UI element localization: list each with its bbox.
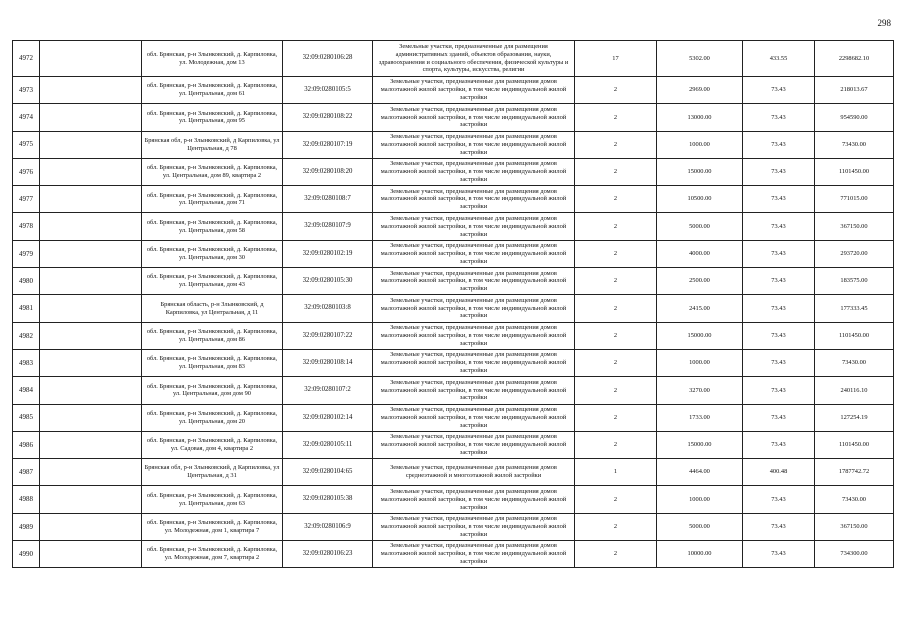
address-cell: обл. Брянская, р-н Злынковский, д. Карпиловка, ул. Центральная, дом 20 <box>142 404 283 431</box>
table-row <box>13 295 894 322</box>
land-use-cell: Земельные участки, предназначенные для размещения домов малоэтажной жилой застройки, в том числе индивидуальной жилой застройки <box>373 158 575 185</box>
table-row <box>13 158 894 185</box>
area-cell: 5000.00 <box>657 213 743 240</box>
empty-cell <box>40 322 142 349</box>
cadastral-number-cell: 32:09:0280107:2 <box>283 377 373 404</box>
table-row <box>13 240 894 267</box>
group-cell: 2 <box>575 295 657 322</box>
group-cell: 2 <box>575 404 657 431</box>
cadastral-value-cell: 367150.00 <box>815 513 894 540</box>
cadastral-value-table <box>12 40 894 568</box>
cadastral-value-cell: 218013.67 <box>815 77 894 104</box>
empty-cell <box>40 377 142 404</box>
address-cell: обл. Брянская, р-н Злынковский, д. Карпиловка, ул. Садовая, дом 4, квартира 2 <box>142 431 283 458</box>
table-row <box>13 131 894 158</box>
rate-cell: 73.43 <box>743 240 815 267</box>
row-number-cell: 4989 <box>13 513 40 540</box>
group-cell: 2 <box>575 158 657 185</box>
table-row <box>13 104 894 131</box>
rate-cell: 73.43 <box>743 513 815 540</box>
row-number-cell: 4988 <box>13 486 40 513</box>
rate-cell: 73.43 <box>743 104 815 131</box>
cadastral-number-cell: 32:09:0280104:65 <box>283 459 373 486</box>
land-use-cell: Земельные участки, предназначенные для размещения домов малоэтажной жилой застройки, в том числе индивидуальной жилой застройки <box>373 404 575 431</box>
area-cell: 15000.00 <box>657 158 743 185</box>
empty-cell <box>40 295 142 322</box>
cadastral-number-cell: 32:09:0280107:22 <box>283 322 373 349</box>
cadastral-number-cell: 32:09:0280105:11 <box>283 431 373 458</box>
row-number-cell: 4981 <box>13 295 40 322</box>
land-use-cell: Земельные участки, предназначенные для размещения домов малоэтажной жилой застройки, в том числе индивидуальной жилой застройки <box>373 240 575 267</box>
empty-cell <box>40 131 142 158</box>
cadastral-value-cell: 177333.45 <box>815 295 894 322</box>
table-row <box>13 541 894 568</box>
area-cell: 2969.00 <box>657 77 743 104</box>
row-number-cell: 4980 <box>13 268 40 295</box>
address-cell: обл. Брянская, р-н Злынковский, д. Карпиловка, ул. Молодежная, дом 1, квартира 7 <box>142 513 283 540</box>
table-row <box>13 268 894 295</box>
row-number-cell: 4973 <box>13 77 40 104</box>
empty-cell <box>40 486 142 513</box>
row-number-cell: 4982 <box>13 322 40 349</box>
empty-cell <box>40 41 142 77</box>
address-cell: обл. Брянская, р-н Злынковский, д. Карпиловка, ул. Центральная, дом 83 <box>142 349 283 376</box>
cadastral-value-cell: 73430.00 <box>815 349 894 376</box>
rate-cell: 73.43 <box>743 404 815 431</box>
rate-cell: 73.43 <box>743 268 815 295</box>
group-cell: 2 <box>575 541 657 568</box>
cadastral-number-cell: 32:09:0280108:22 <box>283 104 373 131</box>
group-cell: 2 <box>575 186 657 213</box>
row-number-cell: 4985 <box>13 404 40 431</box>
cadastral-number-cell: 32:09:0280108:14 <box>283 349 373 376</box>
empty-cell <box>40 213 142 240</box>
rate-cell: 73.43 <box>743 349 815 376</box>
land-use-cell: Земельные участки, предназначенные для размещения домов малоэтажной жилой застройки, в том числе индивидуальной жилой застройки <box>373 349 575 376</box>
area-cell: 10000.00 <box>657 541 743 568</box>
address-cell: обл. Брянская, р-н Злынковский, д. Карпиловка, ул. Молодежная, дом 7, квартира 2 <box>142 541 283 568</box>
empty-cell <box>40 77 142 104</box>
address-cell: обл. Брянская, р-н Злынковский, д. Карпиловка, ул. Центральная, дом 89, квартира 2 <box>142 158 283 185</box>
land-use-cell: Земельные участки, предназначенные для размещения домов малоэтажной жилой застройки, в том числе индивидуальной жилой застройки <box>373 77 575 104</box>
row-number-cell: 4986 <box>13 431 40 458</box>
group-cell: 2 <box>575 377 657 404</box>
cadastral-value-cell: 1101450.00 <box>815 322 894 349</box>
row-number-cell: 4974 <box>13 104 40 131</box>
cadastral-number-cell: 32:09:0280105:5 <box>283 77 373 104</box>
cadastral-number-cell: 32:09:0280105:30 <box>283 268 373 295</box>
cadastral-number-cell: 32:09:0280108:7 <box>283 186 373 213</box>
page-number: 298 <box>877 18 891 28</box>
table-body <box>13 41 894 568</box>
group-cell: 1 <box>575 459 657 486</box>
table-row <box>13 404 894 431</box>
rate-cell: 400.48 <box>743 459 815 486</box>
table-row <box>13 513 894 540</box>
cadastral-number-cell: 32:09:0280108:20 <box>283 158 373 185</box>
cadastral-number-cell: 32:09:0280106:28 <box>283 41 373 77</box>
area-cell: 2500.00 <box>657 268 743 295</box>
table-row <box>13 431 894 458</box>
rate-cell: 73.43 <box>743 131 815 158</box>
area-cell: 5000.00 <box>657 513 743 540</box>
row-number-cell: 4977 <box>13 186 40 213</box>
rate-cell: 73.43 <box>743 295 815 322</box>
area-cell: 5302.00 <box>657 41 743 77</box>
land-use-cell: Земельные участки, предназначенные для размещения домов малоэтажной жилой застройки, в том числе индивидуальной жилой застройки <box>373 486 575 513</box>
empty-cell <box>40 349 142 376</box>
row-number-cell: 4978 <box>13 213 40 240</box>
group-cell: 2 <box>575 513 657 540</box>
address-cell: обл. Брянская, р-н Злынковский, д. Карпиловка, ул. Центральная, дом 61 <box>142 77 283 104</box>
row-number-cell: 4984 <box>13 377 40 404</box>
land-use-cell: Земельные участки, предназначенные для размещения домов малоэтажной жилой застройки, в том числе индивидуальной жилой застройки <box>373 513 575 540</box>
cadastral-value-cell: 1101450.00 <box>815 431 894 458</box>
rate-cell: 73.43 <box>743 431 815 458</box>
group-cell: 2 <box>575 431 657 458</box>
table-row <box>13 186 894 213</box>
area-cell: 10500.00 <box>657 186 743 213</box>
cadastral-value-cell: 771015.00 <box>815 186 894 213</box>
cadastral-value-cell: 127254.19 <box>815 404 894 431</box>
cadastral-value-cell: 1787742.72 <box>815 459 894 486</box>
cadastral-value-cell: 73430.00 <box>815 131 894 158</box>
address-cell: Брянская обл, р-н Злынковский, д Карпиловка, ул Центральная, д 31 <box>142 459 283 486</box>
area-cell: 4464.00 <box>657 459 743 486</box>
land-use-cell: Земельные участки, предназначенные для размещения домов малоэтажной жилой застройки, в том числе индивидуальной жилой застройки <box>373 131 575 158</box>
area-cell: 4000.00 <box>657 240 743 267</box>
empty-cell <box>40 513 142 540</box>
address-cell: Брянская обл, р-н Злынковский, д Карпиловка, ул Центральная, д 78 <box>142 131 283 158</box>
rate-cell: 73.43 <box>743 377 815 404</box>
cadastral-value-cell: 954590.00 <box>815 104 894 131</box>
table-row <box>13 41 894 77</box>
cadastral-value-cell: 73430.00 <box>815 486 894 513</box>
address-cell: обл. Брянская, р-н Злынковский, д. Карпиловка, ул. Центральная, дом 30 <box>142 240 283 267</box>
cadastral-number-cell: 32:09:0280103:8 <box>283 295 373 322</box>
cadastral-number-cell: 32:09:0280105:38 <box>283 486 373 513</box>
table-row <box>13 77 894 104</box>
land-use-cell: Земельные участки, предназначенные для размещения домов малоэтажной жилой застройки, в том числе индивидуальной жилой застройки <box>373 295 575 322</box>
area-cell: 15000.00 <box>657 322 743 349</box>
land-use-cell: Земельные участки, предназначенные для размещения домов малоэтажной жилой застройки, в том числе индивидуальной жилой застройки <box>373 268 575 295</box>
land-use-cell: Земельные участки, предназначенные для размещения домов малоэтажной жилой застройки, в том числе индивидуальной жилой застройки <box>373 377 575 404</box>
table-row <box>13 349 894 376</box>
empty-cell <box>40 541 142 568</box>
cadastral-value-cell: 734300.00 <box>815 541 894 568</box>
rate-cell: 433.55 <box>743 41 815 77</box>
area-cell: 1000.00 <box>657 131 743 158</box>
row-number-cell: 4976 <box>13 158 40 185</box>
empty-cell <box>40 158 142 185</box>
address-cell: обл. Брянская, р-н Злынковский, д. Карпиловка, ул. Центральная, дом 95 <box>142 104 283 131</box>
rate-cell: 73.43 <box>743 322 815 349</box>
rate-cell: 73.43 <box>743 186 815 213</box>
area-cell: 3270.00 <box>657 377 743 404</box>
cadastral-value-cell: 183575.00 <box>815 268 894 295</box>
rate-cell: 73.43 <box>743 541 815 568</box>
area-cell: 15000.00 <box>657 431 743 458</box>
address-cell: обл. Брянская, р-н Злынковский, д. Карпиловка, ул. Центральная, дом 86 <box>142 322 283 349</box>
area-cell: 2415.00 <box>657 295 743 322</box>
table-row <box>13 459 894 486</box>
cadastral-number-cell: 32:09:0280106:9 <box>283 513 373 540</box>
group-cell: 2 <box>575 213 657 240</box>
area-cell: 13000.00 <box>657 104 743 131</box>
address-cell: обл. Брянская, р-н Злынковский, д. Карпиловка, ул. Центральная, дом 43 <box>142 268 283 295</box>
address-cell: Брянская область, р-н Злынковский, д Карпиловка, ул Центральная, д 11 <box>142 295 283 322</box>
row-number-cell: 4987 <box>13 459 40 486</box>
land-use-cell: Земельные участки, предназначенные для размещения домов малоэтажной жилой застройки, в том числе индивидуальной жилой застройки <box>373 431 575 458</box>
land-use-cell: Земельные участки, предназначенные для размещения домов малоэтажной жилой застройки, в том числе индивидуальной жилой застройки <box>373 541 575 568</box>
group-cell: 2 <box>575 240 657 267</box>
group-cell: 2 <box>575 322 657 349</box>
address-cell: обл. Брянская, р-н Злынковский, д. Карпиловка, ул. Центральная, дом 63 <box>142 486 283 513</box>
group-cell: 17 <box>575 41 657 77</box>
area-cell: 1733.00 <box>657 404 743 431</box>
area-cell: 1000.00 <box>657 349 743 376</box>
address-cell: обл. Брянская, р-н Злынковский, д. Карпиловка, ул. Молодежная, дом 13 <box>142 41 283 77</box>
cadastral-number-cell: 32:09:0280102:14 <box>283 404 373 431</box>
group-cell: 2 <box>575 486 657 513</box>
empty-cell <box>40 431 142 458</box>
cadastral-number-cell: 32:09:0280102:19 <box>283 240 373 267</box>
row-number-cell: 4990 <box>13 541 40 568</box>
row-number-cell: 4972 <box>13 41 40 77</box>
table-row <box>13 322 894 349</box>
group-cell: 2 <box>575 131 657 158</box>
empty-cell <box>40 240 142 267</box>
group-cell: 2 <box>575 349 657 376</box>
land-use-cell: Земельные участки, предназначенные для размещения домов среднеэтажной и многоэтажной жилой застройки <box>373 459 575 486</box>
row-number-cell: 4983 <box>13 349 40 376</box>
table-row <box>13 486 894 513</box>
rate-cell: 73.43 <box>743 486 815 513</box>
land-use-cell: Земельные участки, предназначенные для размещения домов малоэтажной жилой застройки, в том числе индивидуальной жилой застройки <box>373 186 575 213</box>
empty-cell <box>40 104 142 131</box>
cadastral-number-cell: 32:09:0280107:9 <box>283 213 373 240</box>
cadastral-number-cell: 32:09:0280106:23 <box>283 541 373 568</box>
cadastral-value-cell: 367150.00 <box>815 213 894 240</box>
land-use-cell: Земельные участки, предназначенные для размещения домов малоэтажной жилой застройки, в том числе индивидуальной жилой застройки <box>373 104 575 131</box>
address-cell: обл. Брянская, р-н Злынковский, д. Карпиловка, ул. Центральная, дом дом 90 <box>142 377 283 404</box>
cadastral-value-cell: 1101450.00 <box>815 158 894 185</box>
address-cell: обл. Брянская, р-н Злынковский, д. Карпиловка, ул. Центральная, дом 71 <box>142 186 283 213</box>
empty-cell <box>40 459 142 486</box>
cadastral-value-cell: 293720.00 <box>815 240 894 267</box>
group-cell: 2 <box>575 77 657 104</box>
address-cell: обл. Брянская, р-н Злынковский, д. Карпиловка, ул. Центральная, дом 58 <box>142 213 283 240</box>
empty-cell <box>40 268 142 295</box>
group-cell: 2 <box>575 268 657 295</box>
row-number-cell: 4979 <box>13 240 40 267</box>
land-use-cell: Земельные участки, предназначенные для размещения домов малоэтажной жилой застройки, в том числе индивидуальной жилой застройки <box>373 322 575 349</box>
row-number-cell: 4975 <box>13 131 40 158</box>
cadastral-value-cell: 240116.10 <box>815 377 894 404</box>
empty-cell <box>40 186 142 213</box>
land-use-cell: Земельные участки, предназначенные для размещения административных зданий, объектов образования, науки, здравоохранения и социального обеспечения, физической культуры и спорта, культуры, искусства, религии <box>373 41 575 77</box>
table-row <box>13 377 894 404</box>
land-use-cell: Земельные участки, предназначенные для размещения домов малоэтажной жилой застройки, в том числе индивидуальной жилой застройки <box>373 213 575 240</box>
rate-cell: 73.43 <box>743 77 815 104</box>
group-cell: 2 <box>575 104 657 131</box>
table-row <box>13 213 894 240</box>
cadastral-number-cell: 32:09:0280107:19 <box>283 131 373 158</box>
rate-cell: 73.43 <box>743 158 815 185</box>
rate-cell: 73.43 <box>743 213 815 240</box>
area-cell: 1000.00 <box>657 486 743 513</box>
empty-cell <box>40 404 142 431</box>
cadastral-value-cell: 2298682.10 <box>815 41 894 77</box>
